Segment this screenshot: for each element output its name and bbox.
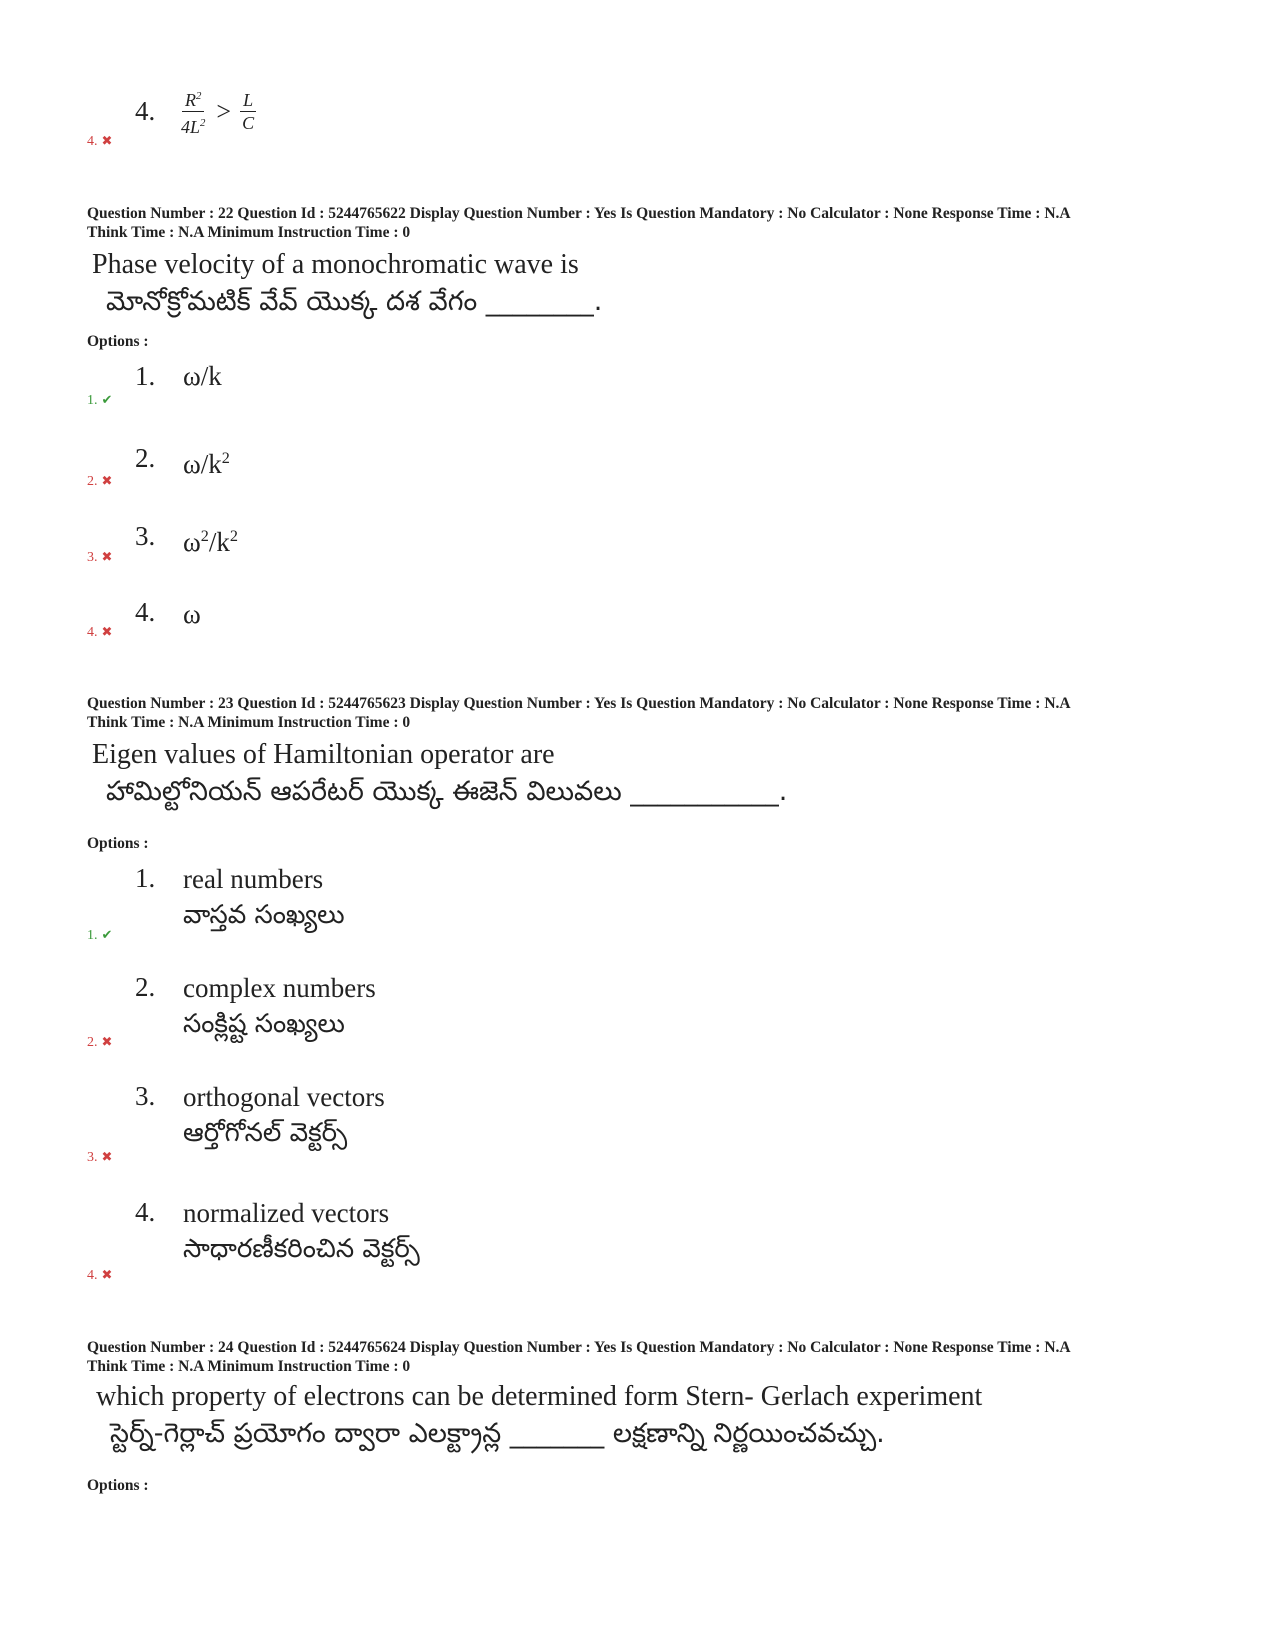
option-number: 2.: [135, 972, 156, 1002]
option-number: 4.: [135, 96, 156, 126]
option-text[interactable]: $\omega/k^2$: [183, 449, 230, 479]
option-number: 1.: [135, 863, 156, 893]
option-number: 2.: [135, 443, 156, 473]
cross-icon: ✖: [101, 134, 113, 149]
question-text: Phase velocity of a monochromatic wave is మోనోక్రోమటిక్ వేవ్ యొక్క దశ వేగం ________.: [92, 249, 603, 317]
options-label: Options :: [87, 1477, 149, 1494]
cross-icon: ✖: [101, 474, 113, 489]
option-number: 3.: [135, 521, 156, 551]
options-label: Options :: [87, 835, 149, 852]
question-text: which property of electrons can be determined form Stern- Gerlach experiment స్టెర్న్-గెర్లాచ్ ప్రయోగం ద్వారా ఎలక్ట్రాన్ల _______ లక్షణాన్ని నిర్ణయించవచ్చు.: [96, 1381, 983, 1449]
cross-icon: ✖: [101, 1268, 113, 1283]
option-mark: 1. ✔: [87, 928, 113, 943]
option-mark: 1. ✔: [87, 393, 113, 408]
option-formula: [178, 85, 257, 138]
fraction-rhs: $\frac{L}{C}$: [242, 90, 255, 133]
option-text[interactable]: orthogonal vectors ఆర్తోగోనల్ వెక్టర్స్: [183, 1082, 385, 1148]
option-text[interactable]: $\omega^2/k^2$: [183, 527, 238, 557]
option-number: 4.: [135, 1197, 156, 1227]
option-number: 4.: [135, 597, 156, 627]
check-icon: ✔: [101, 393, 113, 408]
option-mark: 2. ✖: [87, 474, 113, 489]
option-mark: 2. ✖: [87, 1035, 113, 1050]
option-number: 1.: [135, 361, 156, 391]
option-text[interactable]: normalized vectors సాధారణీకరించిన వెక్టర్స్: [183, 1198, 420, 1264]
question-text: Eigen values of Hamiltonian operator are హామిల్టోనియన్ ఆపరేటర్ యొక్క ఈజెన్ విలువలు ___________.: [92, 739, 788, 807]
option-mark: 3. ✖: [87, 1150, 113, 1165]
option-text[interactable]: real numbers వాస్తవ సంఖ్యలు: [183, 864, 345, 930]
options-label: Options :: [87, 333, 149, 350]
cross-icon: ✖: [101, 1035, 113, 1050]
option-text[interactable]: ω: [183, 599, 201, 629]
cross-icon: ✖: [101, 1150, 113, 1165]
cross-icon: ✖: [101, 550, 113, 565]
greater-than: >: [216, 96, 232, 126]
option-mark: 4. ✖: [87, 134, 113, 149]
check-icon: ✔: [101, 928, 113, 943]
question-meta: Question Number : 24 Question Id : 5244765624 Display Question Number : Yes Is Question Mandatory : No Calculator : None Response Time : N.A Think Time : N.A Minimum Instruction Time : 0: [87, 1339, 1071, 1375]
option-mark: 4. ✖: [87, 1268, 113, 1283]
option-text[interactable]: complex numbers సంక్లిష్ట సంఖ్యలు: [183, 973, 376, 1039]
option-number: 3.: [135, 1081, 156, 1111]
fraction-lhs: $\frac{R^2}{4L^2}$: [178, 85, 208, 138]
option-mark: 4. ✖: [87, 625, 113, 640]
option-text[interactable]: ω/k: [183, 361, 222, 391]
cross-icon: ✖: [101, 625, 113, 640]
option-mark: 3. ✖: [87, 550, 113, 565]
question-meta: Question Number : 23 Question Id : 5244765623 Display Question Number : Yes Is Question Mandatory : No Calculator : None Response Time : N.A Think Time : N.A Minimum Instruction Time : 0: [87, 695, 1071, 731]
question-meta: Question Number : 22 Question Id : 5244765622 Display Question Number : Yes Is Question Mandatory : No Calculator : None Response Time : N.A Think Time : N.A Minimum Instruction Time : 0: [87, 205, 1071, 241]
